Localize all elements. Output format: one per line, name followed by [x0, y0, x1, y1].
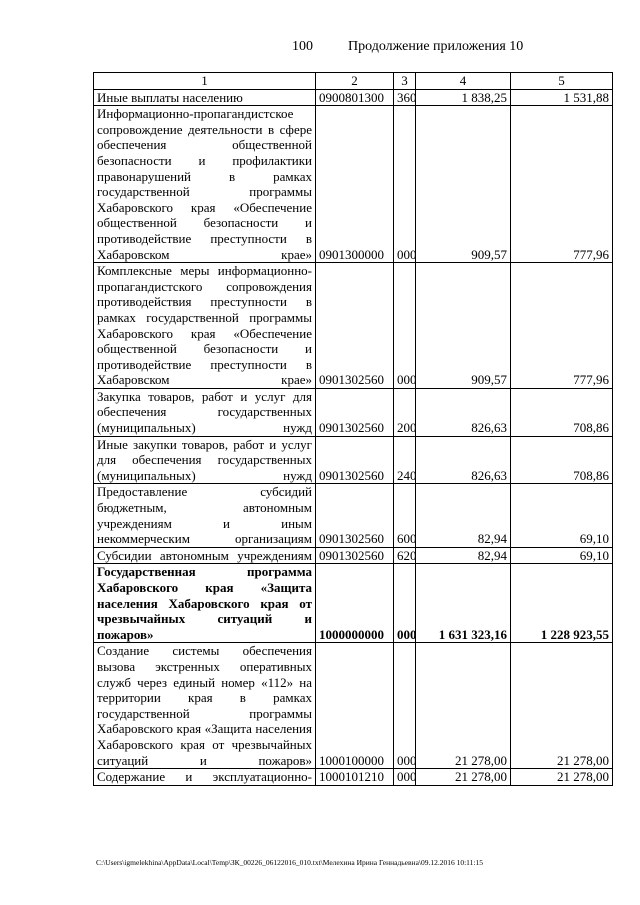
row-name: Государственная программа Хабаровского края «Защита населения Хабаровского края от чрезвычайных ситуаций и пожаров»: [94, 564, 316, 643]
row-expense-type: 000: [394, 106, 416, 263]
row-sum-1: 21 278,00: [416, 769, 511, 786]
row-target-code: 0901302560: [316, 263, 394, 389]
page-header: [0, 38, 640, 56]
table-row: [94, 106, 613, 263]
row-expense-type: 240: [394, 436, 416, 484]
table-row: [94, 769, 613, 786]
table-row: [94, 547, 613, 564]
row-sum-1: 82,94: [416, 484, 511, 547]
column-header: 2: [316, 73, 394, 90]
row-sum-2: 777,96: [511, 263, 613, 389]
row-name: Комплексные меры информационно-пропагандистского сопровождения противодействия преступности в рамках государственной программы Хабаровского края «Обеспечение общественной безопасности и противодействие преступности в Хабаровском крае»: [94, 263, 316, 389]
page-number: 100: [292, 39, 313, 54]
row-name: Информационно-пропагандистское сопровождение деятельности в сфере обеспечения общественной безопасности и профилактики правонарушений в рамках государственной программы Хабаровского края «Обеспечение общественной безопасности и противодействие преступности в Хабаровском крае»: [94, 106, 316, 263]
row-sum-2: 1 531,88: [511, 89, 613, 106]
table-row: [94, 263, 613, 389]
row-expense-type: 000: [394, 643, 416, 769]
row-sum-1: 826,63: [416, 436, 511, 484]
column-header: 1: [94, 73, 316, 90]
table-row: [94, 484, 613, 547]
appendix-continuation: Продолжение приложения 10: [348, 39, 524, 54]
column-header: 5: [511, 73, 613, 90]
row-sum-2: 708,86: [511, 388, 613, 436]
row-sum-1: 82,94: [416, 547, 511, 564]
row-expense-type: 360: [394, 89, 416, 106]
row-name: Иные выплаты населению: [94, 89, 316, 106]
row-name: Содержание и эксплуатационно-: [94, 769, 316, 786]
row-sum-1: 21 278,00: [416, 643, 511, 769]
row-sum-2: 777,96: [511, 106, 613, 263]
row-name: Создание системы обеспечения вызова экстренных оперативных служб через единый номер «112» на территории края в рамках государственной программы Хабаровского края «Защита населения Хабаровского края от чрезвычайных ситуаций и пожаров»: [94, 643, 316, 769]
row-sum-2: 1 228 923,55: [511, 564, 613, 643]
row-sum-2: 708,86: [511, 436, 613, 484]
program-total-row: [94, 564, 613, 643]
row-name: Иные закупки товаров, работ и услуг для обеспечения государственных (муниципальных) нужд: [94, 436, 316, 484]
row-target-code: 1000100000: [316, 643, 394, 769]
row-sum-1: 826,63: [416, 388, 511, 436]
row-target-code: 0900801300: [316, 89, 394, 106]
row-sum-2: 21 278,00: [511, 643, 613, 769]
column-header: 4: [416, 73, 511, 90]
row-sum-1: 909,57: [416, 263, 511, 389]
row-sum-2: 69,10: [511, 484, 613, 547]
row-target-code: 1000000000: [316, 564, 394, 643]
row-name: Закупка товаров, работ и услуг для обеспечения государственных (муниципальных) нужд: [94, 388, 316, 436]
budget-table: [93, 72, 613, 786]
table-row: [94, 436, 613, 484]
column-header: 3: [394, 73, 416, 90]
row-expense-type: 000: [394, 769, 416, 786]
row-sum-1: 1 838,25: [416, 89, 511, 106]
row-target-code: 0901300000: [316, 106, 394, 263]
row-target-code: 0901302560: [316, 436, 394, 484]
row-sum-2: 21 278,00: [511, 769, 613, 786]
row-sum-1: 909,57: [416, 106, 511, 263]
row-expense-type: 200: [394, 388, 416, 436]
row-target-code: 0901302560: [316, 388, 394, 436]
row-expense-type: 000: [394, 564, 416, 643]
row-expense-type: 600: [394, 484, 416, 547]
row-target-code: 0901302560: [316, 484, 394, 547]
row-target-code: 0901302560: [316, 547, 394, 564]
table-row: [94, 388, 613, 436]
row-expense-type: 620: [394, 547, 416, 564]
row-sum-2: 69,10: [511, 547, 613, 564]
row-target-code: 1000101210: [316, 769, 394, 786]
row-name: Предоставление субсидий бюджетным, автономным учреждениям и иным некоммерческим организациям: [94, 484, 316, 547]
table-row: [94, 643, 613, 769]
row-sum-1: 1 631 323,16: [416, 564, 511, 643]
row-name: Субсидии автономным учреждениям: [94, 547, 316, 564]
column-number-row: [94, 73, 613, 90]
row-expense-type: 000: [394, 263, 416, 389]
file-path-footer: C:\Users\igmelekhina\AppData\Local\Temp\ЗК_00226_06122016_010.txt\Мелехина Ирина Геннадьевна\09.12.2016 10:11:15: [96, 858, 483, 867]
table-row: [94, 89, 613, 106]
